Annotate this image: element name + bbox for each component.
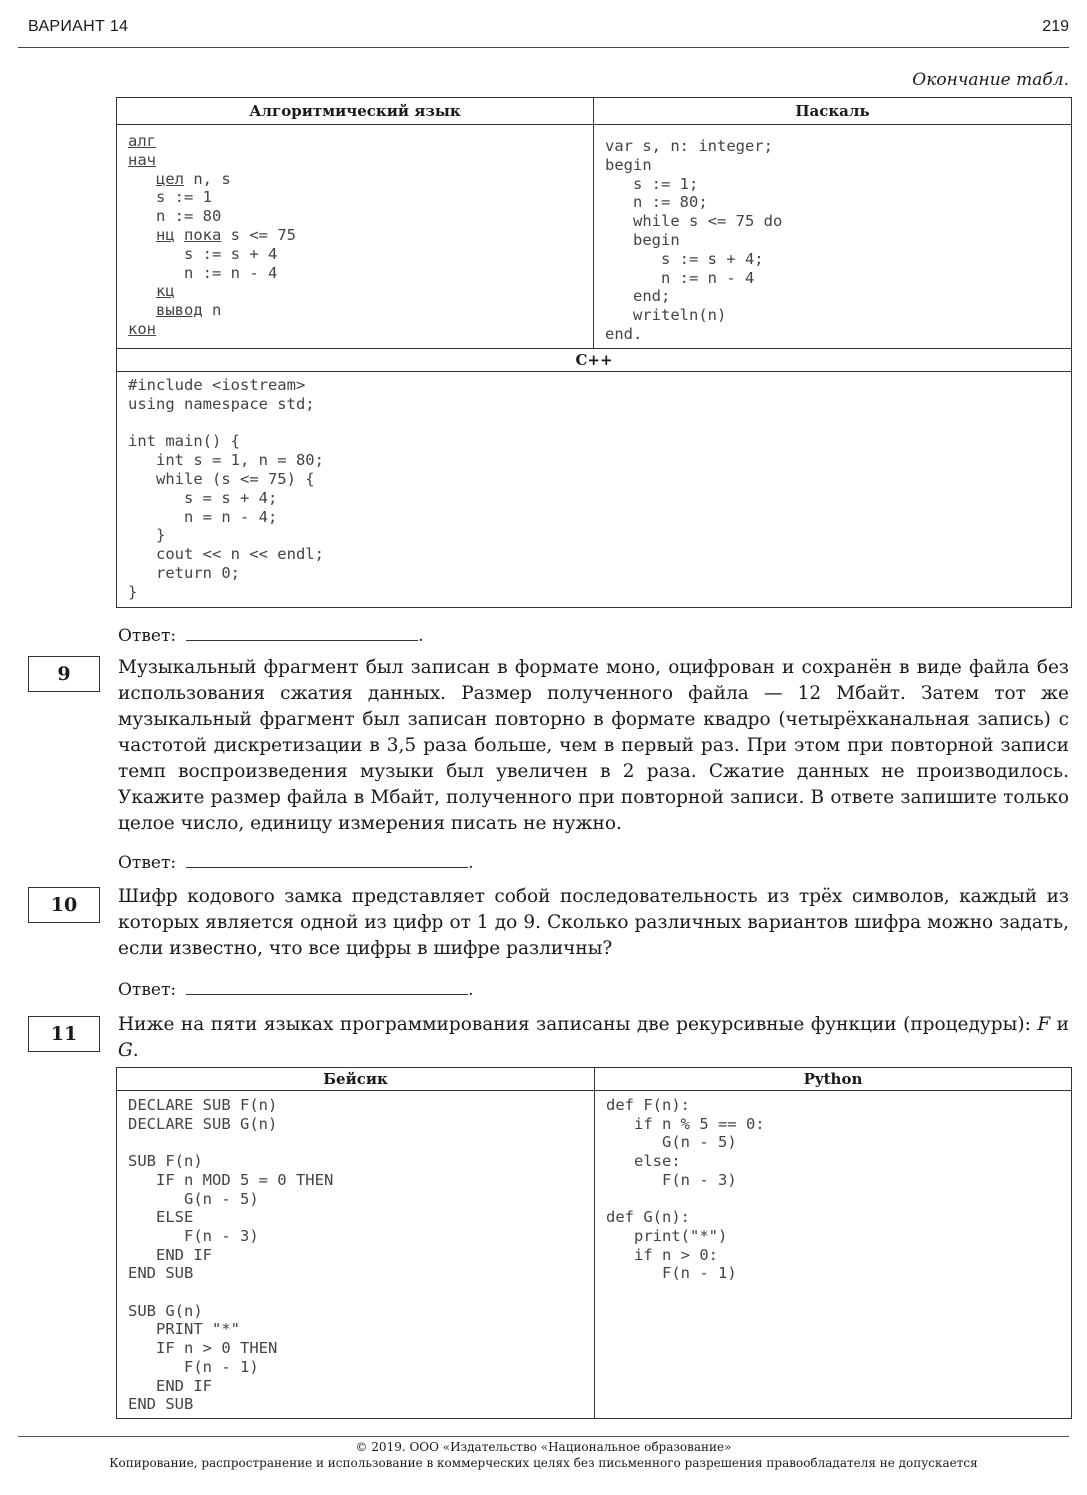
answer-label: Ответ:: [118, 980, 177, 1000]
func-f: F: [1037, 1014, 1051, 1035]
task-number-10: 10: [28, 887, 100, 923]
conj: и: [1050, 1014, 1069, 1035]
table-continuation-label: Окончание табл.: [912, 70, 1069, 90]
answer-field[interactable]: [186, 849, 468, 868]
answer-label: Ответ:: [118, 626, 177, 646]
code-pascal: var s, n: integer; begin s := 1; n := 80; while s <= 75 do begin s := s + 4; n := n - 4 end; writeln(n) end.: [594, 125, 1072, 349]
task-11-text: [118, 1012, 1069, 1064]
footer-copyright: © 2019. ООО «Издательство «Национальное образование»: [355, 1440, 732, 1454]
answer-10: Ответ: .: [118, 976, 474, 1000]
variant-label: ВАРИАНТ 14: [28, 18, 129, 35]
code-python: def F(n): if n % 5 == 0: G(n - 5) else: F(n - 3) def G(n): print("*") if n > 0: F(n - 1): [595, 1091, 1072, 1419]
header-divider: [18, 47, 1069, 48]
answer-8: Ответ: .: [118, 622, 424, 646]
col-header-python: Python: [595, 1068, 1072, 1091]
col-header-basic: Бейсик: [117, 1068, 595, 1091]
task-11-prefix: Ниже на пяти языках программирования записаны две рекурсивные функции (процедуры):: [118, 1014, 1038, 1035]
code-cpp: #include <iostream> using namespace std; int main() { int s = 1, n = 80; while (s <= 75) { s = s + 4; n = n - 4; } cout << n << endl; return 0; }: [117, 372, 1072, 608]
code-algorithmic: алг нач цел n, s s := 1 n := 80 нц пока s <= 75 s := s + 4 n := n - 4 кц вывод n кон: [117, 125, 594, 349]
answer-9: Ответ: .: [118, 849, 474, 873]
code-table-1: [116, 97, 1072, 608]
func-g: G: [118, 1040, 133, 1061]
footer-notice: Копирование, распространение и использование в коммерческих целях без письменного разрешения правообладателя не допускается: [109, 1456, 978, 1470]
col-header-algorithmic: Алгоритмический язык: [117, 98, 594, 125]
page-number: 219: [1042, 18, 1069, 35]
answer-field[interactable]: [186, 976, 468, 995]
answer-label: Ответ:: [118, 853, 177, 873]
code-table-2: [116, 1067, 1072, 1419]
footer-divider: [18, 1436, 1069, 1437]
col-header-pascal: Паскаль: [594, 98, 1072, 125]
code-basic: DECLARE SUB F(n) DECLARE SUB G(n) SUB F(n) IF n MOD 5 = 0 THEN G(n - 5) ELSE F(n - 3) END IF END SUB SUB G(n) PRINT "*" IF n > 0 THEN F(n - 1) END IF END SUB: [117, 1091, 595, 1419]
task-10-text: Шифр кодового замка представляет собой последовательность из трёх символов, каждый из которых является одной из цифр от 1 до 9. Сколько различных вариантов шифра можно задать, если известно, что все цифры в шифре различны?: [118, 886, 1069, 959]
period: .: [132, 1040, 139, 1061]
task-9-text: Музыкальный фрагмент был записан в формате моно, оцифрован и сохранён в виде файла без использования сжатия данных. Размер полученного файла — 12 Мбайт. Затем тот же музыкальный фрагмент был записан повторно в формате квадро (четырёхканальная запись) с частотой дискретизации в 3,5 раза больше, чем в первый раз. При этом при повторной записи темп воспроизведения музыки был увеличен в 2 раза. Сжатие данных не производилось. Укажите размер файла в Мбайт, полученного при повторной записи. В ответе запишите только целое число, единицу измерения писать не нужно.: [118, 657, 1069, 834]
col-header-cpp: C++: [117, 349, 1072, 372]
task-number-9: 9: [28, 656, 100, 692]
task-number-11: 11: [28, 1016, 100, 1052]
answer-field[interactable]: [186, 622, 418, 641]
